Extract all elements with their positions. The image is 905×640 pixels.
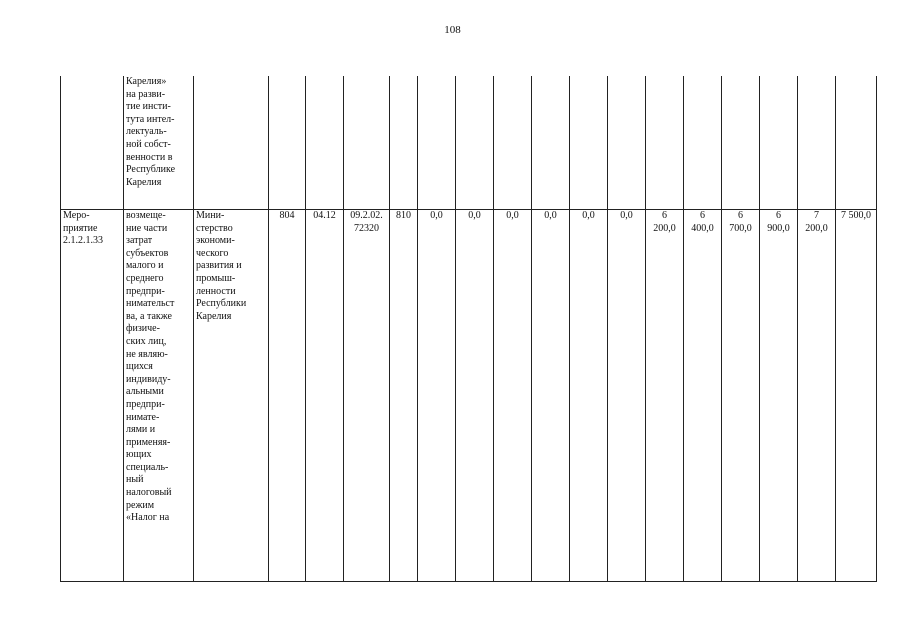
cell-value [456,76,494,210]
cell-grbs: 804 [269,210,306,582]
cell-value: 0,0 [494,210,532,582]
table-row [61,76,877,210]
cell-value: 0,0 [532,210,570,582]
cell-value: 0,0 [570,210,608,582]
cell-value [722,76,760,210]
cell-value: 7 200,0 [798,210,836,582]
cell-rzpr [306,76,344,210]
cell-vr: 810 [390,210,418,582]
cell-label [61,76,124,210]
cell-value [798,76,836,210]
cell-value [532,76,570,210]
cell-rzpr: 04.12 [306,210,344,582]
cell-measure-name: возмеще- ние части затрат субъектов малого и среднего предпри- нимательст ва, а также физиче- ских лиц, не являю- щихся индивиду- альными предпри- нимате- лями и применяя- ющих специаль- ный налоговый режим «Налог на [124,210,194,582]
cell-label: Меро- приятие 2.1.2.1.33 [61,210,124,582]
cell-value: 6 400,0 [684,210,722,582]
cell-value [646,76,684,210]
budget-table [60,76,877,582]
cell-value: 7 500,0 [836,210,877,582]
cell-vr [390,76,418,210]
cell-csr: 09.2.02. 72320 [344,210,390,582]
cell-value: 0,0 [418,210,456,582]
cell-grbs [269,76,306,210]
cell-value [494,76,532,210]
cell-value [760,76,798,210]
cell-value [418,76,456,210]
cell-value: 6 200,0 [646,210,684,582]
cell-value [836,76,877,210]
cell-value: 0,0 [456,210,494,582]
cell-executor [194,76,269,210]
cell-value: 6 700,0 [722,210,760,582]
cell-value [608,76,646,210]
cell-value [684,76,722,210]
cell-executor: Мини- стерство экономи- ческого развития и промыш- ленности Республики Карелия [194,210,269,582]
cell-csr [344,76,390,210]
table-row [61,210,877,582]
cell-value [570,76,608,210]
cell-measure-name: Карелия» на разви- тие инсти- тута интел- лектуаль- ной собст- венности в Республике Карелия [124,76,194,210]
cell-value: 6 900,0 [760,210,798,582]
cell-value: 0,0 [608,210,646,582]
page-number: 108 [444,24,461,36]
